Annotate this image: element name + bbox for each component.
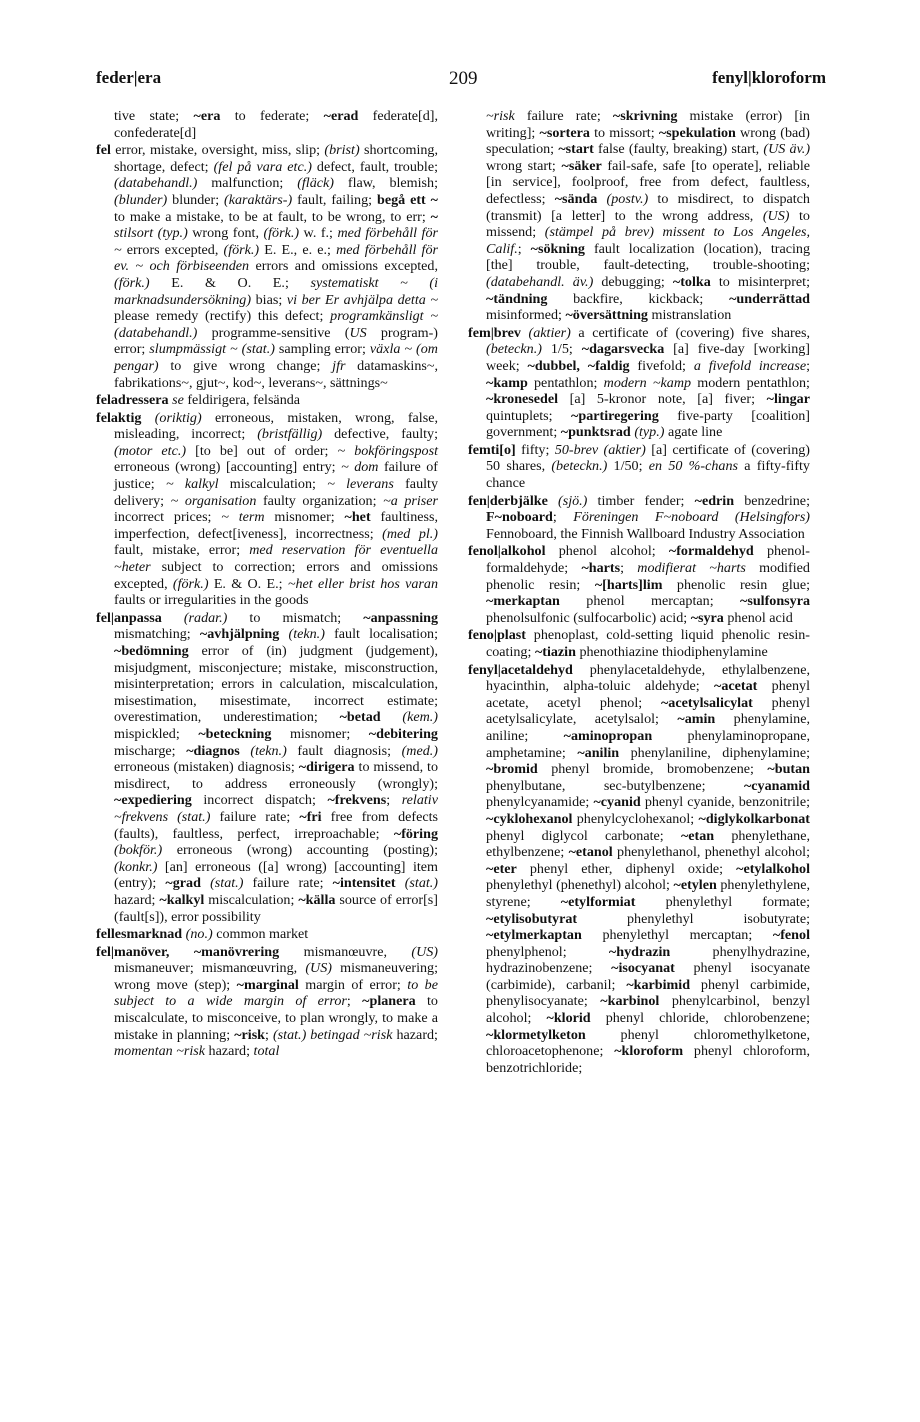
page-number: 209 (449, 68, 478, 89)
dictionary-entry: fenol|alkohol phenol alcohol; ~formaldehyd phenol-formaldehyde; ~harts; modifierat ~harts modified phenolic resin; ~[harts]lim phenolic resin glue; ~merkaptan phenol mercaptan; ~sulfonsyra phenolsulfonic (sulfocarbolic) acid; ~syra phenol acid (468, 543, 811, 626)
left-column (96, 108, 438, 1061)
dictionary-entry: felaktig (oriktig) erroneous, mistaken, wrong, false, misleading, incorrect; (bristfällig) defective, faulty; (motor etc.) [to be] out of order; ~ bokföringspost erroneous (wrong) [accounting] entry; ~ dom failure of justice; ~ kalkyl miscalculation; ~ leverans faulty delivery; ~ organisation faulty organization; ~a priser incorrect prices; ~ term misnomer; ~het faultiness, imperfection, defect[iveness], incorrectness; (med pl.) fault, mistake, error; med reservation för eventuella ~heter subject to correction; errors and omissions excepted, (förk.) E. & O. E.; ~het eller brist hos varan faults or irregularities in the goods (96, 409, 439, 609)
guide-word-left: feder|era (96, 68, 162, 87)
dictionary-entry: feladressera se feldirigera, felsända (96, 392, 301, 409)
dictionary-entry: fen|derbjälke (sjö.) timber fender; ~edrin benzedrine; F~noboard; Föreningen F~noboard (Helsingfors) Fennoboard, the Finnish Wallboard Industry Association (468, 492, 810, 542)
dictionary-entry: fellesmarknad (no.) common market (96, 926, 309, 943)
dictionary-entry: femti[o] fifty; 50-brev (aktier) [a] certificate of (covering) 50 shares, (beteckn.) 1/50; en 50 %-chans a fifty-fifty chance (468, 441, 811, 492)
dictionary-entry: fel|anpassa (radar.) to mismatch; ~anpassning mismatching; ~avhjälpning (tekn.) fault localisation; ~bedömning error of (in) judgment (judgement), misjudgment, misconjecture; mistake, misconstruction, misinterpretation; errors in calculation, miscalculation, misestimation, misestimate, incorrect estimate; overestimation, underestimation; ~betad (kem.) mispickled; ~beteckning misnomer; ~debitering mischarge; ~diagnos (tekn.) fault diagnosis; (med.) erroneous (mistaken) diagnosis; ~dirigera to missend, to misdirect, to address erroneously (wrongly); ~expediering incorrect dispatch; ~frekvens; relativ ~frekvens (stat.) failure rate; ~fri free from defects (faults), faultless, perfect, irreproachable; ~föring (bokför.) erroneous (wrong) accounting (posting); (konkr.) [an] erroneous ([a] wrong) [accounting] item (entry); ~grad (stat.) failure rate; ~intensitet (stat.) hazard; ~kalkyl miscalculation; ~källa source of error[s] (fault[s]), error possibility (96, 609, 438, 925)
dictionary-entry: ~risk failure rate; ~skrivning mistake (error) [in writing]; ~sortera to missort; ~spekulation wrong (bad) speculation; ~start false (faulty, breaking) start, (US äv.) wrong start; ~säker fail-safe, safe [to operate], reliable [in service], foolproof, free from defect, faultless, defectless; ~sända (postv.) to misdirect, to dispatch (transmit) [a letter] to the wrong address, (US) to missend; (stämpel på brev) missent to Los Angeles, Calif.; ~sökning fault localization (location), tracing [the] trouble, fault-detecting, trouble-shooting; (databehandl. äv.) debugging; ~tolka to misinterpret; ~tändning backfire, kickback; ~underrättad misinformed; ~översättning mistranslation (486, 108, 811, 324)
dictionary-entry: fel|manöver, ~manövrering mismanœuvre, (US) mismaneuver; mismanœuvring, (US) mismaneuvering; wrong move (step); ~marginal margin of error; to be subject to a wide margin of error; ~planera to miscalculate, to misconceive, to plan wrongly, to make a mistake in planning; ~risk; (stat.) betingad ~risk hazard; momentan ~risk hazard; total (96, 943, 439, 1060)
guide-word-right: fenyl|kloroform (712, 68, 826, 87)
dictionary-entry: fem|brev (aktier) a certificate of (covering) five shares, (beteckn.) 1/5; ~dagarsvecka [a] five-day [working] week; ~dubbel, ~faldig fivefold; a fivefold increase; ~kamp pentathlon; modern ~kamp modern pentathlon; ~kronesedel [a] 5-kronor note, [a] fiver; ~lingar quintuplets; ~partiregering five-party [coalition] government; ~punktsrad (typ.) agate line (468, 324, 810, 441)
page-header (96, 68, 826, 94)
dictionary-entry: feno|plast phenoplast, cold-setting liquid phenolic resin-coating; ~tiazin phenothiazine thiodiphenylamine (468, 627, 810, 660)
dictionary-entry: fenyl|acetaldehyd phenylacetaldehyde, ethylalbenzene, hyacinthin, alpha-toluic aldehyde; ~acetat phenyl acetate, acetyl phenol; ~acetylsalicylat phenyl acetylsalicylate, acetylsalol; ~amin phenylamine, aniline; ~aminopropan phenylaminopropane, amphetamine; ~anilin phenylaniline, diphenylamine; ~bromid phenyl bromide, bromobenzene; ~butan phenylbutane, sec-butylbenzene; ~cyanamid phenylcyanamide; ~cyanid phenyl cyanide, benzonitrile; ~cyklohexanol phenylcyclohexanol; ~diglykolkarbonat phenyl diglycol carbonate; ~etan phenylethane, ethylbenzene; ~etanol phenylethanol, phenethyl alcohol; ~eter phenyl ether, diphenyl oxide; ~etylalkohol phenylethyl (phenethyl) alcohol; ~etylen phenylethylene, styrene; ~etylformiat phenylethyl formate; ~etylisobutyrat phenylethyl isobutyrate; ~etylmerkaptan phenylethyl mercaptan; ~fenol phenylphenol; ~hydrazin phenylhydrazine, hydrazinobenzene; ~isocyanat phenyl isocyanate (carbimide), carbanil; ~karbimid phenyl carbimide, phenylisocyanate; ~karbinol phenylcarbinol, benzyl alcohol; ~klorid phenyl chloride, chlorobenzene; ~klormetylketon phenyl chloromethylketone, chloroacetophenone; ~kloroform phenyl chloroform, benzotrichloride; (468, 661, 811, 1076)
right-column (468, 108, 810, 1077)
dictionary-entry: tive state; ~era to federate; ~erad federate[d], confederate[d] (114, 108, 438, 141)
dictionary-entry: fel error, mistake, oversight, miss, slip; (brist) shortcoming, shortage, defect; (fel på vara etc.) defect, fault, trouble; (databehandl.) malfunction; (fläck) flaw, blemish; (blunder) blunder; (karaktärs-) fault, failing; begå ett ~ to make a mistake, to be at fault, to be wrong, to err; ~ stilsort (typ.) wrong font, (förk.) w. f.; med förbehåll för ~ errors excepted, (förk.) E. E., e. e.; med förbehåll för ev. ~ och förbiseenden errors and omissions excepted, (förk.) E. & O. E.; systematiskt ~ (i marknadsundersökning) bias; vi ber Er avhjälpa detta ~ please remedy (rectify) this defect; programkänsligt ~ (databehandl.) programme-sensitive (US program-) error; slumpmässigt ~ (stat.) sampling error; växla ~ (om pengar) to give wrong change; jfr datamaskins~, fabrikations~, gjut~, kod~, leverans~, sättnings~ (96, 142, 439, 391)
